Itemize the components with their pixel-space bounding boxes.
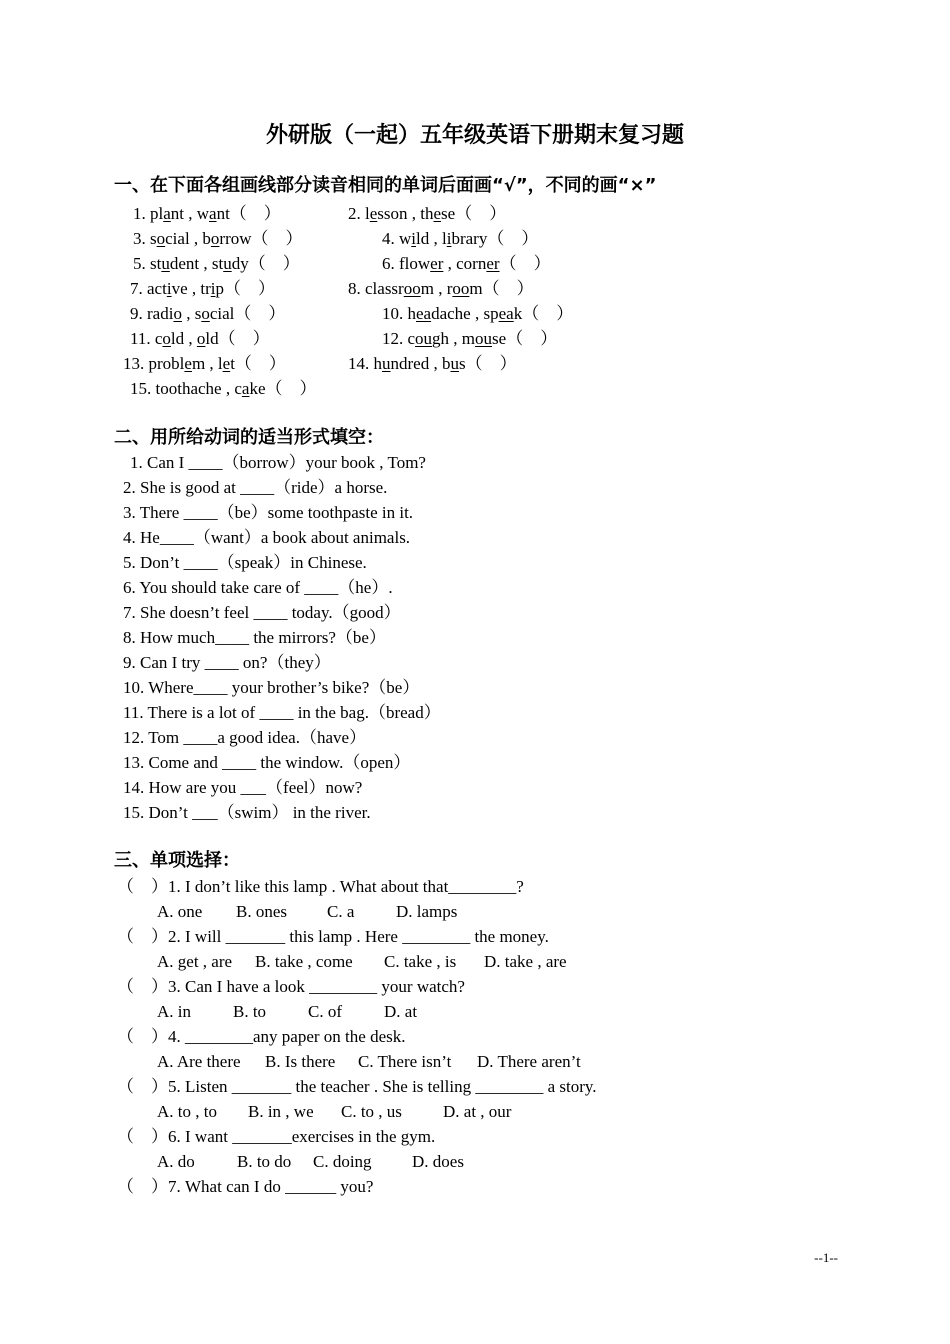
fill-blank-item: 9. Can I try ____ on?（they） [123,653,331,672]
mc-option: C. take , is [384,952,457,971]
section-1-heading: 一、在下面各组画线部分读音相同的单词后面画“√”，不同的画“×” [114,175,657,196]
mc-option: D. at , our [443,1102,512,1121]
fill-blank-item: 11. There is a lot of ____ in the bag.（bread） [123,703,441,722]
mc-option: C. There isn’t [358,1052,452,1071]
mc-option: D. does [412,1152,464,1171]
mc-option: B. to [233,1002,267,1021]
phonics-item-1: 1. plant , want（ ） [133,204,281,223]
mc-question-7: （ ）7. What can I do ______ you? [117,1177,374,1196]
fill-blank-item: 8. How much____ the mirrors?（be） [123,628,386,647]
mc-question-4: （ ）4. ________any paper on the desk. [117,1027,406,1046]
phonics-item-9: 9. radio , social（ ） [130,304,286,323]
fill-blank-item: 2. She is good at ____（ride）a horse. [123,478,388,497]
phonics-item-13: 13. problem , let（ ） [123,354,286,373]
mc-option: D. lamps [396,902,458,921]
mc-option: C. a [327,902,355,921]
mc-option: A. Are there [157,1052,241,1071]
mc-option: C. doing [313,1152,372,1171]
mc-option: B. Is there [265,1052,336,1071]
fill-blank-item: 7. She doesn’t feel ____ today.（good） [123,603,401,622]
fill-blank-item: 13. Come and ____ the window.（open） [123,753,411,772]
mc-question-5: （ ）5. Listen _______ the teacher . She is telling ________ a story. [117,1077,597,1096]
phonics-item-7: 7. active , trip（ ） [130,279,275,298]
phonics-item-15: 15. toothache , cake（ ） [130,379,317,398]
fill-blank-item: 6. You should take care of ____（he）. [123,578,393,597]
phonics-item-12: 12. cough , mouse（ ） [382,329,558,348]
mc-option: D. There aren’t [477,1052,581,1071]
mc-option: B. take , come [255,952,353,971]
mc-option: A. to , to [157,1102,217,1121]
mc-option: B. ones [236,902,287,921]
phonics-item-5: 5. student , study（ ） [133,254,300,273]
mc-question-3: （ ）3. Can I have a look ________ your watch? [117,977,465,996]
mc-question-6: （ ）6. I want _______exercises in the gym. [117,1127,436,1146]
phonics-item-10: 10. headache , speak（ ） [382,304,574,323]
mc-option: C. of [308,1002,342,1021]
mc-option: C. to , us [341,1102,402,1121]
mc-option: B. to do [237,1152,292,1171]
phonics-item-11: 11. cold , old（ ） [130,329,270,348]
mc-question-2: （ ）2. I will _______ this lamp . Here ________ the money. [117,927,549,946]
phonics-item-3: 3. social , borrow（ ） [133,229,303,248]
mc-option: D. take , are [484,952,567,971]
fill-blank-item: 5. Don’t ____（speak）in Chinese. [123,553,367,572]
phonics-item-2: 2. lesson , these（ ） [348,204,507,223]
fill-blank-item: 15. Don’t ___（swim） in the river. [123,803,371,822]
section-2-heading: 二、用所给动词的适当形式填空： [114,427,384,448]
fill-blank-item: 1. Can I ____（borrow）your book , Tom? [130,453,426,472]
section-3-heading: 三、单项选择： [114,850,240,871]
fill-blank-item: 4. He____（want）a book about animals. [123,528,411,547]
phonics-item-4: 4. wild , library（ ） [382,229,539,248]
mc-option: A. get , are [157,952,233,971]
page-number: --1-- [814,1250,838,1265]
mc-option: A. one [157,902,203,921]
mc-option: D. at [384,1002,418,1021]
phonics-item-8: 8. classroom , room（ ） [348,279,534,298]
mc-option: B. in , we [248,1102,314,1121]
mc-option: A. do [157,1152,195,1171]
fill-blank-item: 14. How are you ___（feel）now? [123,778,363,797]
phonics-item-14: 14. hundred , bus（ ） [348,354,517,373]
document-title: 外研版（一起）五年级英语下册期末复习题 [265,123,684,148]
phonics-item-6: 6. flower , corner（ ） [382,254,551,273]
mc-question-1: （ ）1. I don’t like this lamp . What about that________? [117,877,524,896]
mc-option: A. in [157,1002,191,1021]
fill-blank-item: 10. Where____ your brother’s bike?（be） [123,678,420,697]
fill-blank-item: 12. Tom ____a good idea.（have） [123,728,367,747]
fill-blank-item: 3. There ____（be）some toothpaste in it. [123,503,414,522]
